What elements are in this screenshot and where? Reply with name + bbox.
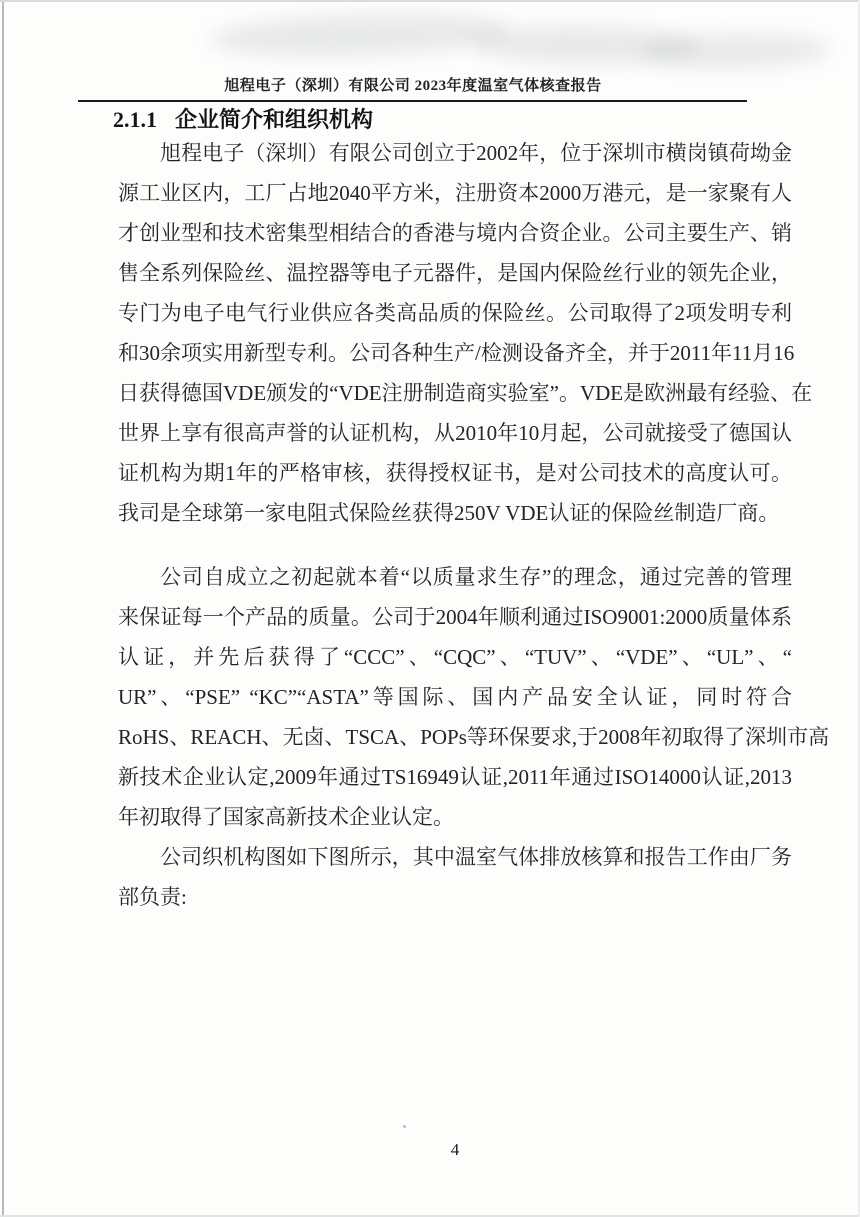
- text-line: 证机构为期1年的严格审核，获得授权证书，是对公司技术的高度认可。: [118, 461, 792, 485]
- text-line: 源工业区内，工厂占地2040平方米，注册资本2000万港元，是一家聚有人: [118, 181, 792, 205]
- text-line: 才创业型和技术密集型相结合的香港与境内合资企业。公司主要生产、销: [118, 221, 792, 245]
- text-line: RoHS、REACH、无卤、TSCA、POPs等环保要求,于2008年初取得了深圳市高: [118, 725, 830, 749]
- text-line: 日获得德国VDE颁发的“VDE注册制造商实验室”。VDE是欧洲最有经验、在: [118, 381, 813, 405]
- scan-speck: [403, 1125, 406, 1128]
- paragraph-company-intro: [118, 133, 813, 533]
- text-line: 和30余项实用新型专利。公司各种生产/检测设备齐全，并于2011年11月16: [118, 341, 795, 365]
- body-text: [118, 133, 830, 917]
- text-line: 部负责:: [118, 885, 187, 909]
- text-line: 我司是全球第一家电阻式保险丝获得250V VDE认证的保险丝制造厂商。: [118, 501, 780, 525]
- scan-edge-top: [0, 0, 860, 2]
- text-line: 公司织机构图如下图所示，其中温室气体排放核算和报告工作由厂务: [160, 845, 792, 869]
- text-line: 专门为电子电气行业供应各类高品质的保险丝。公司取得了2项发明专利: [118, 301, 792, 325]
- text-line: 认证，并先后获得了“CCC”、“CQC”、“TUV”、“VDE”、“UL”、“: [118, 645, 792, 669]
- text-line: 公司自成立之初起就本着“以质量求生存”的理念，通过完善的管理: [160, 565, 792, 589]
- text-line: 世界上享有很高声誉的认证机构，从2010年10月起，公司就接受了德国认: [118, 421, 792, 445]
- page-number: 4: [450, 1140, 460, 1159]
- section-heading: [113, 103, 373, 134]
- scan-bleed-artifact: [209, 9, 510, 61]
- header-rule: [78, 100, 747, 102]
- text-line: 售全系列保险丝、温控器等电子元器件，是国内保险丝行业的领先企业，: [118, 261, 792, 285]
- text-line: 新技术企业认定,2009年通过TS16949认证,2011年通过ISO14000认证,2013: [118, 765, 792, 789]
- scan-edge-left: [2, 0, 4, 1217]
- text-line: 来保证每一个产品的质量。公司于2004年顺利通过ISO9001:2000质量体系: [118, 605, 792, 629]
- section-title: 企业简介和组织机构: [175, 107, 374, 132]
- running-header-title: 旭程电子（深圳）有限公司 2023年度温室气体核查报告: [224, 78, 602, 94]
- section-number: 2.1.1: [113, 107, 157, 132]
- text-line: 旭程电子（深圳）有限公司创立于2002年，位于深圳市横岗镇荷坳金: [160, 141, 792, 165]
- paragraph-org-chart-note: [118, 837, 792, 917]
- text-line: 年初取得了国家高新技术企业认定。: [118, 805, 454, 829]
- paragraph-quality-certifications: [118, 557, 830, 837]
- text-line: UR”、“PSE” “KC”“ASTA”等国际、国内产品安全认证，同时符合: [118, 685, 792, 709]
